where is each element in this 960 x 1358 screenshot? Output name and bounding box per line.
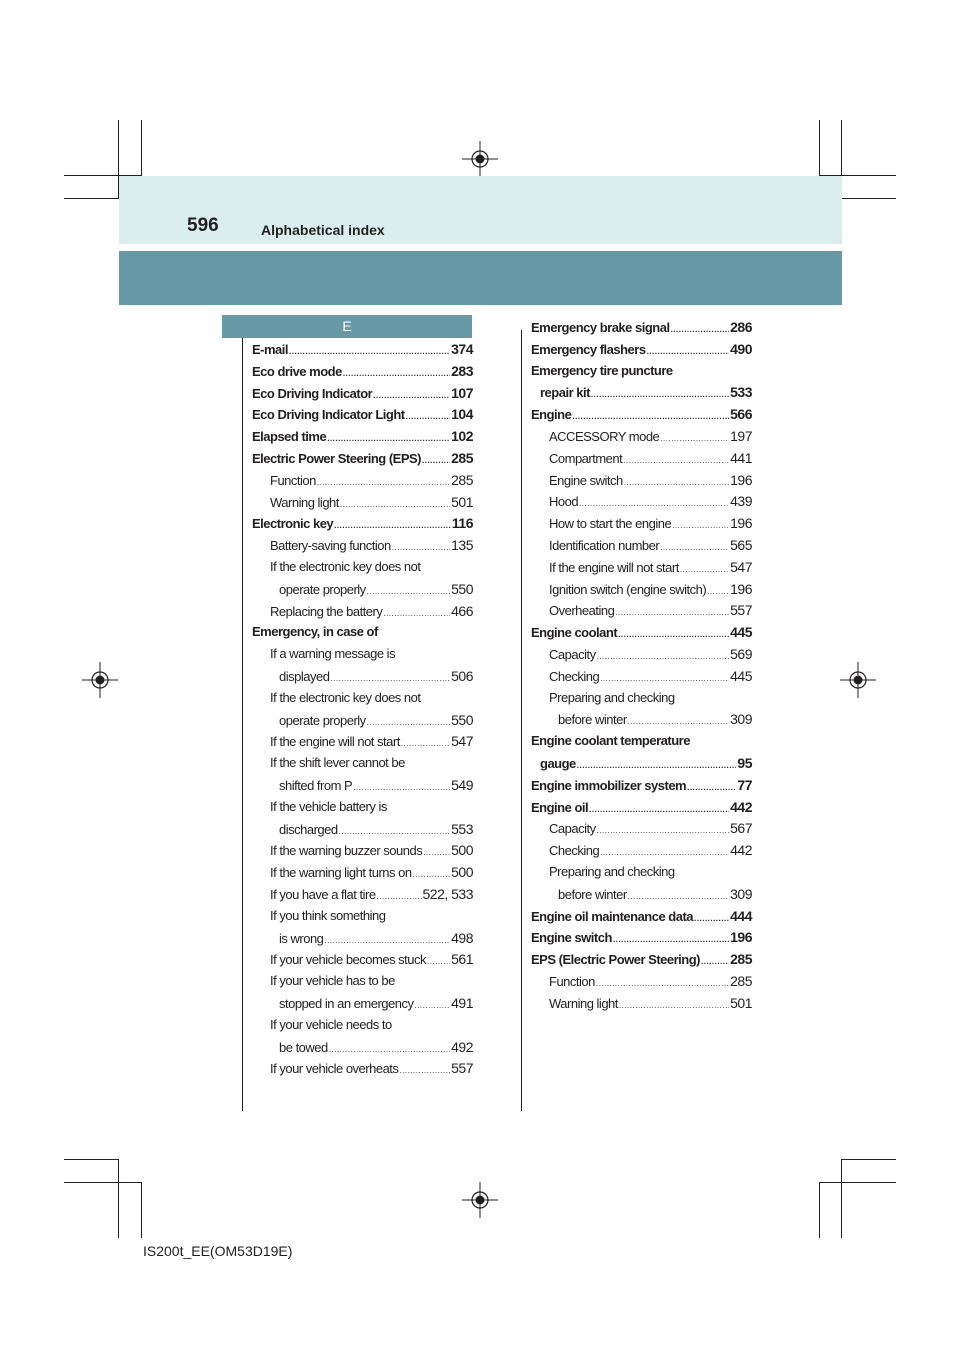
registration-mark-icon	[82, 662, 118, 698]
index-subentry	[279, 581, 473, 597]
index-entry	[252, 515, 473, 531]
leader-dots	[414, 1001, 450, 1010]
index-entry-label: Battery-saving function	[270, 538, 391, 554]
leader-dots	[701, 957, 729, 966]
leader-dots	[619, 1001, 729, 1010]
index-entry-label: If the warning buzzer sounds	[270, 843, 423, 859]
column-rule	[242, 330, 243, 1111]
index-page-number: 500	[451, 842, 473, 859]
index-entry-label: Function	[270, 472, 316, 488]
leader-dots	[413, 870, 451, 879]
index-subentry	[549, 515, 752, 531]
leader-dots	[660, 434, 729, 443]
index-page-number: 522, 533	[422, 886, 473, 902]
index-page-number: 442	[730, 798, 752, 815]
index-subentry	[540, 384, 752, 400]
leader-dots	[597, 652, 730, 661]
registration-mark-icon	[840, 662, 876, 698]
index-entry	[252, 450, 473, 466]
index-subentry	[270, 886, 473, 902]
index-subentry	[549, 820, 752, 836]
index-page-number: 442	[730, 842, 752, 859]
index-subentry	[558, 711, 752, 727]
index-page-number: 466	[451, 602, 473, 619]
index-subentry	[270, 733, 473, 749]
leader-dots	[628, 717, 729, 726]
index-entry-label: If your vehicle becomes stuck	[270, 952, 427, 968]
index-entry-label: Warning light	[270, 494, 339, 510]
index-page-number: 547	[451, 733, 473, 750]
leader-dots	[591, 390, 729, 399]
index-subentry	[549, 581, 752, 597]
index-entry-label: If the electronic key does not	[270, 689, 421, 705]
index-page-number: 309	[730, 711, 752, 728]
index-subentry	[279, 668, 473, 684]
header-band	[119, 176, 842, 244]
index-page-number: 285	[730, 973, 752, 989]
leader-dots	[427, 957, 450, 966]
index-entry-label: Elapsed time	[252, 429, 327, 445]
index-entry	[252, 341, 473, 357]
index-subentry	[558, 886, 752, 902]
index-entry-label: displayed	[279, 669, 330, 684]
index-entry-label: If a warning message is	[270, 646, 396, 662]
leader-dots	[618, 630, 729, 639]
index-page-number: 374	[451, 341, 473, 357]
index-page-number: 445	[730, 667, 752, 684]
index-page-number: 501	[451, 493, 473, 510]
index-subentry	[549, 668, 752, 684]
index-entry-label: Eco Driving Indicator	[252, 385, 373, 401]
footer-document-code: IS200t_EE(OM53D19E)	[143, 1243, 293, 1259]
index-entry-label: Engine immobilizer system	[531, 777, 687, 793]
index-subentry	[549, 646, 752, 662]
index-page-number: 102	[451, 428, 473, 445]
index-subentry	[549, 537, 752, 553]
index-subentry	[549, 973, 752, 989]
leader-dots	[329, 1045, 450, 1054]
index-subentry	[549, 472, 752, 488]
leader-dots	[330, 674, 450, 683]
index-entry-label: Electric Power Steering (EPS)	[252, 451, 422, 466]
index-page-number: 107	[451, 384, 473, 401]
index-page-number: 95	[737, 755, 752, 771]
index-entry	[252, 624, 473, 639]
index-subentry	[279, 821, 473, 837]
index-page-number: 557	[730, 602, 752, 619]
leader-dots	[680, 565, 729, 574]
index-page-number: 500	[451, 864, 473, 881]
index-page-number: 561	[451, 951, 473, 968]
index-entry-label: Hood	[549, 494, 579, 510]
index-subentry	[270, 494, 473, 510]
index-entry	[531, 951, 752, 967]
crop-mark	[118, 1159, 119, 1238]
index-page-number: 285	[730, 951, 752, 968]
index-entry-label: If the warning light turns on	[270, 865, 412, 881]
index-subentry	[549, 559, 752, 575]
index-entry-label: Warning light	[549, 995, 618, 1011]
index-subentry	[270, 842, 473, 858]
crop-mark	[819, 1182, 896, 1183]
index-subentry	[270, 690, 473, 705]
index-subentry	[270, 646, 473, 661]
index-entry	[531, 799, 752, 815]
index-subentry	[279, 1039, 473, 1055]
leader-dots	[600, 674, 729, 683]
leader-dots	[707, 587, 729, 596]
index-entry-label: Engine switch	[549, 472, 623, 488]
crop-mark	[841, 1159, 896, 1160]
index-entry	[252, 363, 473, 379]
index-entry-label: Capacity	[549, 821, 596, 837]
index-subentry	[549, 428, 752, 444]
index-entry	[252, 406, 473, 422]
leader-dots	[422, 456, 450, 465]
index-entry	[531, 363, 752, 378]
index-page-number: 549	[451, 777, 473, 793]
leader-dots	[671, 325, 730, 334]
index-page-number: 565	[730, 537, 752, 553]
leader-dots	[373, 391, 450, 400]
index-entry-label: Checking	[549, 668, 600, 684]
registration-mark-icon	[462, 1182, 498, 1218]
index-page-number: 196	[730, 580, 752, 597]
index-page-number: 77	[737, 776, 752, 793]
leader-dots	[572, 412, 729, 421]
crop-mark	[841, 198, 896, 199]
index-page-number: 309	[730, 885, 752, 902]
index-subentry	[270, 559, 473, 574]
index-page-number: 506	[451, 668, 473, 684]
crop-mark	[819, 120, 820, 176]
leader-dots	[423, 848, 450, 857]
index-page-number: 557	[451, 1060, 473, 1077]
leader-dots	[579, 499, 729, 508]
index-page-number: 439	[730, 493, 752, 510]
index-entry-label: Checking	[549, 843, 600, 859]
index-entry-label: gauge	[540, 756, 576, 771]
index-entry-label: If the shift lever cannot be	[270, 755, 405, 771]
index-page-number: 197	[730, 428, 752, 444]
index-page-number: 445	[730, 624, 752, 641]
leader-dots	[343, 369, 450, 378]
index-entry-label: If the electronic key does not	[270, 559, 421, 574]
index-subentry	[279, 930, 473, 946]
leader-dots	[596, 979, 729, 988]
index-entry-label: Emergency tire puncture	[531, 362, 673, 378]
index-entry-label: Emergency flashers	[531, 341, 646, 357]
crop-mark	[141, 1182, 142, 1238]
index-page-number: 550	[451, 580, 473, 597]
leader-dots	[324, 936, 450, 945]
index-entry-label: ACCESSORY mode	[549, 429, 660, 444]
index-subentry	[270, 973, 473, 988]
leader-dots	[672, 521, 729, 530]
index-entry	[531, 733, 752, 748]
leader-dots	[289, 347, 450, 356]
index-entry-label: If the engine will not start	[549, 559, 679, 575]
leader-dots	[353, 783, 450, 792]
index-entry-label: Engine oil	[531, 799, 589, 815]
index-entry-label: If your vehicle has to be	[270, 973, 395, 989]
index-entry-label: If your vehicle overheats	[270, 1061, 399, 1077]
index-entry-label: If the engine will not start	[270, 734, 400, 750]
index-subentry	[270, 472, 473, 488]
index-page-number: 569	[730, 646, 752, 662]
leader-dots	[600, 848, 729, 857]
index-entry	[531, 341, 752, 357]
index-subentry	[270, 864, 473, 880]
crop-mark	[64, 1182, 142, 1183]
index-entry-label: Compartment	[549, 450, 623, 466]
index-entry-label: operate properly	[279, 712, 366, 728]
index-page-number: 441	[730, 449, 752, 466]
index-entry-label: Preparing and checking	[549, 689, 675, 705]
index-entry-label: EPS (Electric Power Steering)	[531, 952, 701, 968]
index-entry-label: repair kit	[540, 385, 590, 401]
index-page-number: 490	[730, 340, 752, 357]
index-subentry	[540, 755, 752, 771]
index-subentry	[270, 799, 473, 814]
section-letter-heading: E	[222, 315, 472, 338]
index-entry	[531, 624, 752, 640]
index-entry-label: Eco drive mode	[252, 363, 342, 379]
index-page-number: 285	[451, 471, 473, 488]
index-page-number: 196	[730, 929, 752, 946]
index-entry-label: Overheating	[549, 603, 615, 619]
index-subentry	[279, 712, 473, 728]
leader-dots	[383, 609, 450, 618]
index-page-number: 196	[730, 515, 752, 532]
index-entry-label: operate properly	[279, 581, 366, 597]
index-entry-label: Capacity	[549, 647, 596, 662]
leader-dots	[317, 478, 450, 487]
crop-mark	[64, 198, 119, 199]
index-entry-label: Emergency, in case of	[252, 624, 378, 640]
index-entry-label: Identification number	[549, 538, 660, 553]
index-page-number: 444	[730, 907, 752, 924]
index-subentry	[270, 755, 473, 770]
index-subentry	[549, 690, 752, 705]
leader-dots	[660, 543, 729, 552]
leader-dots	[624, 478, 729, 487]
crop-mark	[819, 1182, 820, 1238]
leader-dots	[694, 914, 729, 923]
page-title: Alphabetical index	[261, 222, 385, 238]
index-subentry	[270, 1060, 473, 1076]
index-subentry	[549, 842, 752, 858]
leader-dots	[687, 783, 736, 792]
index-entry-label: Engine oil maintenance data	[531, 908, 694, 924]
leader-dots	[340, 500, 450, 509]
leader-dots	[628, 892, 729, 901]
index-entry-label: Engine coolant	[531, 625, 618, 641]
leader-dots	[589, 805, 729, 814]
index-entry-label: Emergency brake signal	[531, 320, 670, 335]
leader-dots	[401, 739, 450, 748]
index-page-number: 285	[451, 450, 473, 466]
index-page-number: 533	[730, 384, 752, 401]
index-subentry	[270, 908, 473, 923]
header-teal-band	[119, 251, 842, 305]
crop-mark	[64, 1159, 119, 1160]
leader-dots	[399, 1066, 450, 1075]
leader-dots	[367, 718, 450, 727]
leader-dots	[647, 347, 730, 356]
index-page-number: 491	[451, 995, 473, 1011]
index-page-number: 283	[451, 362, 473, 379]
index-page-number: 498	[451, 929, 473, 946]
index-entry-label: If you have a flat tire	[270, 887, 376, 902]
index-entry-label: Function	[549, 974, 595, 989]
index-subentry	[279, 777, 473, 793]
index-entry-label: before winter	[558, 712, 627, 728]
leader-dots	[597, 826, 730, 835]
index-page-number: 104	[451, 406, 473, 423]
index-page-number: 547	[730, 558, 752, 575]
index-page-number: 116	[451, 515, 473, 532]
index-entry-label: shifted from P	[279, 778, 353, 793]
index-entry-label: Eco Driving Indicator Light	[252, 407, 405, 423]
index-entry	[531, 777, 752, 793]
index-subentry	[270, 951, 473, 967]
index-entry-label: E-mail	[252, 342, 289, 357]
index-entry-label: stopped in an emergency	[279, 996, 414, 1011]
index-subentry	[270, 603, 473, 619]
index-subentry	[270, 1017, 473, 1032]
index-entry	[531, 406, 752, 422]
index-page-number: 196	[730, 471, 752, 488]
index-entry-label: discharged	[279, 821, 338, 837]
index-entry	[531, 908, 752, 924]
index-entry	[252, 428, 473, 444]
leader-dots	[406, 412, 451, 421]
column-rule	[521, 330, 522, 1111]
leader-dots	[615, 608, 729, 617]
leader-dots	[577, 761, 737, 770]
crop-mark	[141, 120, 142, 176]
index-page-number: 286	[730, 319, 752, 335]
leader-dots	[334, 521, 451, 530]
index-page-number: 550	[451, 711, 473, 728]
index-entry	[252, 385, 473, 401]
leader-dots	[339, 827, 451, 836]
index-subentry	[279, 995, 473, 1011]
index-entry-label: is wrong	[279, 930, 324, 946]
index-entry-label: Engine switch	[531, 930, 612, 946]
index-page-number: 567	[730, 820, 752, 837]
index-entry-label: Preparing and checking	[549, 864, 675, 879]
index-entry-label: If the vehicle battery is	[270, 798, 387, 814]
index-subentry	[549, 995, 752, 1011]
leader-dots	[392, 543, 450, 552]
leader-dots	[377, 892, 422, 901]
index-entry-label: Ignition switch (engine switch)	[549, 581, 707, 597]
index-subentry	[270, 537, 473, 553]
index-page-number: 135	[451, 537, 473, 554]
index-entry-label: Electronic key	[252, 516, 334, 532]
crop-mark	[841, 1159, 842, 1238]
index-page-number: 492	[451, 1038, 473, 1055]
leader-dots	[613, 935, 729, 944]
index-entry-label: Engine coolant temperature	[531, 733, 690, 749]
index-page-number: 501	[730, 994, 752, 1011]
index-subentry	[549, 493, 752, 509]
index-page-number: 553	[451, 820, 473, 837]
index-entry	[531, 319, 752, 335]
index-entry-label: before winter	[558, 886, 627, 902]
index-subentry	[549, 450, 752, 466]
index-subentry	[549, 602, 752, 618]
index-entry-label: How to start the engine	[549, 516, 672, 532]
index-subentry	[549, 864, 752, 879]
index-entry-label: If your vehicle needs to	[270, 1016, 392, 1032]
leader-dots	[327, 434, 450, 443]
index-page-number: 566	[730, 406, 752, 423]
index-entry-label: If you think something	[270, 907, 386, 923]
page-number: 596	[187, 215, 219, 236]
leader-dots	[623, 456, 729, 465]
leader-dots	[367, 587, 450, 596]
index-entry-label: Replacing the battery	[270, 603, 383, 619]
index-entry-label: Engine	[531, 407, 572, 423]
index-entry	[531, 929, 752, 945]
index-entry-label: be towed	[279, 1039, 328, 1055]
registration-mark-icon	[462, 141, 498, 177]
